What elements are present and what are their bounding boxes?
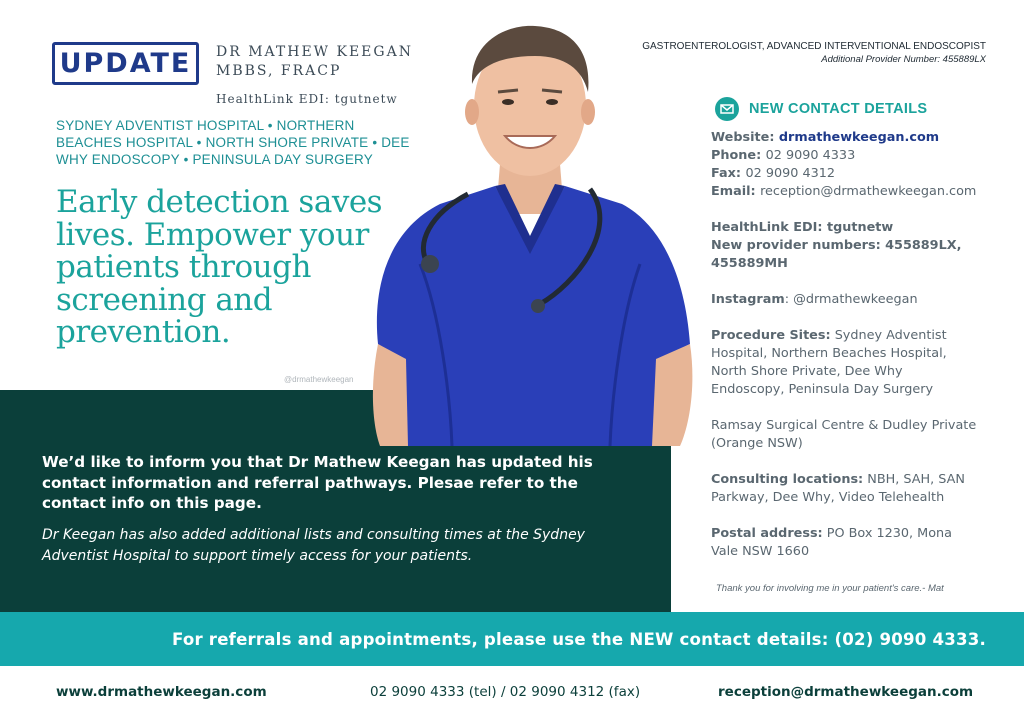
phone-value[interactable]: 02 9090 4333 bbox=[765, 148, 856, 163]
hospital-sites: SYDNEY ADVENTIST HOSPITAL • NORTHERN BEACHES HOSPITAL • NORTH SHORE PRIVATE • DEE WHY ENDOSCOPY • PENINSULA DAY SURGERY bbox=[56, 118, 410, 167]
procedure-line2: Hospital, Northern Beaches Hospital, bbox=[711, 346, 947, 361]
healthlink-detail: HealthLink EDI: tgutnetw bbox=[711, 220, 894, 235]
tagline: Early detection saves lives. Empower your patients through screening and prevention. bbox=[56, 184, 383, 350]
contact-heading bbox=[715, 97, 927, 121]
fax-value: 02 9090 4312 bbox=[745, 166, 836, 181]
footer-website[interactable]: www.drmathewkeegan.com bbox=[56, 684, 267, 700]
mail-icon bbox=[715, 97, 739, 121]
procedure-line3: North Shore Private, Dee Why bbox=[711, 364, 903, 379]
healthlink-id: HealthLink EDI: tgutnetw bbox=[216, 92, 398, 106]
contact-heading-text: NEW CONTACT DETAILS bbox=[749, 101, 928, 117]
consulting-line2: Parkway, Dee Why, Video Telehealth bbox=[711, 490, 945, 505]
provider-numbers-line1: New provider numbers: 455889LX, bbox=[711, 238, 962, 253]
ramsay-line1: Ramsay Surgical Centre & Dudley Private bbox=[711, 418, 977, 433]
fax-label: Fax bbox=[711, 166, 736, 181]
doctor-name: DR MATHEW KEEGAN bbox=[216, 44, 413, 60]
footer bbox=[0, 666, 1024, 722]
postal-line2: Vale NSW 1660 bbox=[711, 544, 810, 559]
phone-label: Phone bbox=[711, 148, 757, 163]
stamp-text: UPDATE bbox=[59, 48, 192, 79]
consulting-line1: NBH, SAH, SAN bbox=[867, 472, 965, 487]
referral-banner bbox=[0, 612, 1024, 666]
contact-details: Website: drmathewkeegan.com Phone: 02 9090 4333 Fax: 02 9090 4312 Email: reception@drmathewkeegan.com HealthLink EDI: tgutnetw New provider numbers: 455889LX, 455889MH Instagram: @drmathewkeegan Procedure Sites: Sydney Adventist Hospital, Northern Beaches Hospital, North Shore Private, Dee Why Endoscopy, Peninsula Day Surgery Ramsay Surgical Centre & Dudley Private (Orange NSW) Consulting locations: NBH, SAH, SAN Parkway, Dee Why, Video Telehealth Postal address: PO Box 1230, Mona Vale NSW 1660 bbox=[711, 129, 1001, 561]
postal-line1: PO Box 1230, Mona bbox=[826, 526, 953, 541]
instagram-handle[interactable]: @drmathewkeegan bbox=[793, 292, 918, 307]
ramsay-line2: (Orange NSW) bbox=[711, 436, 803, 451]
doctor-photo bbox=[360, 14, 700, 446]
provider-numbers-line2: 455889MH bbox=[711, 256, 788, 271]
website-label: Website bbox=[711, 130, 770, 145]
procedure-line1: Sydney Adventist bbox=[834, 328, 947, 343]
email-label: Email bbox=[711, 184, 751, 199]
instagram-label: Instagram bbox=[711, 292, 785, 307]
photo-credit: @drmathewkeegan bbox=[284, 375, 354, 384]
qualifications: MBBS, FRACP bbox=[216, 63, 342, 79]
footer-phone-fax: 02 9090 4333 (tel) / 02 9090 4312 (fax) bbox=[370, 684, 641, 700]
update-stamp bbox=[52, 42, 199, 85]
notice-sub: Dr Keegan has also added additional lists and consulting times at the Sydney Adventist Hospital to support timely access for your patients. bbox=[42, 527, 585, 564]
procedure-line4: Endoscopy, Peninsula Day Surgery bbox=[711, 382, 934, 397]
notice-main: We’d like to inform you that Dr Mathew Keegan has updated his contact information and referral pathways. Plesae refer to the contact info on this page. bbox=[42, 453, 593, 512]
website-link[interactable]: drmathewkeegan.com bbox=[778, 130, 940, 145]
specialty-title: GASTROENTEROLOGIST, ADVANCED INTERVENTIONAL ENDOSCOPIST bbox=[642, 41, 986, 52]
referral-banner-text: For referrals and appointments, please use the NEW contact details: (02) 9090 4333. bbox=[171, 629, 986, 649]
footer-email[interactable]: reception@drmathewkeegan.com bbox=[718, 684, 974, 700]
email-value[interactable]: reception@drmathewkeegan.com bbox=[760, 184, 977, 199]
thank-you-note: Thank you for involving me in your patient's care.- Mat bbox=[716, 583, 944, 594]
consulting-label: Consulting locations: bbox=[711, 472, 864, 487]
postal-label: Postal address: bbox=[711, 526, 823, 541]
provider-number: Additional Provider Number: 455889LX bbox=[821, 54, 986, 65]
procedure-label: Procedure Sites: bbox=[711, 328, 831, 343]
